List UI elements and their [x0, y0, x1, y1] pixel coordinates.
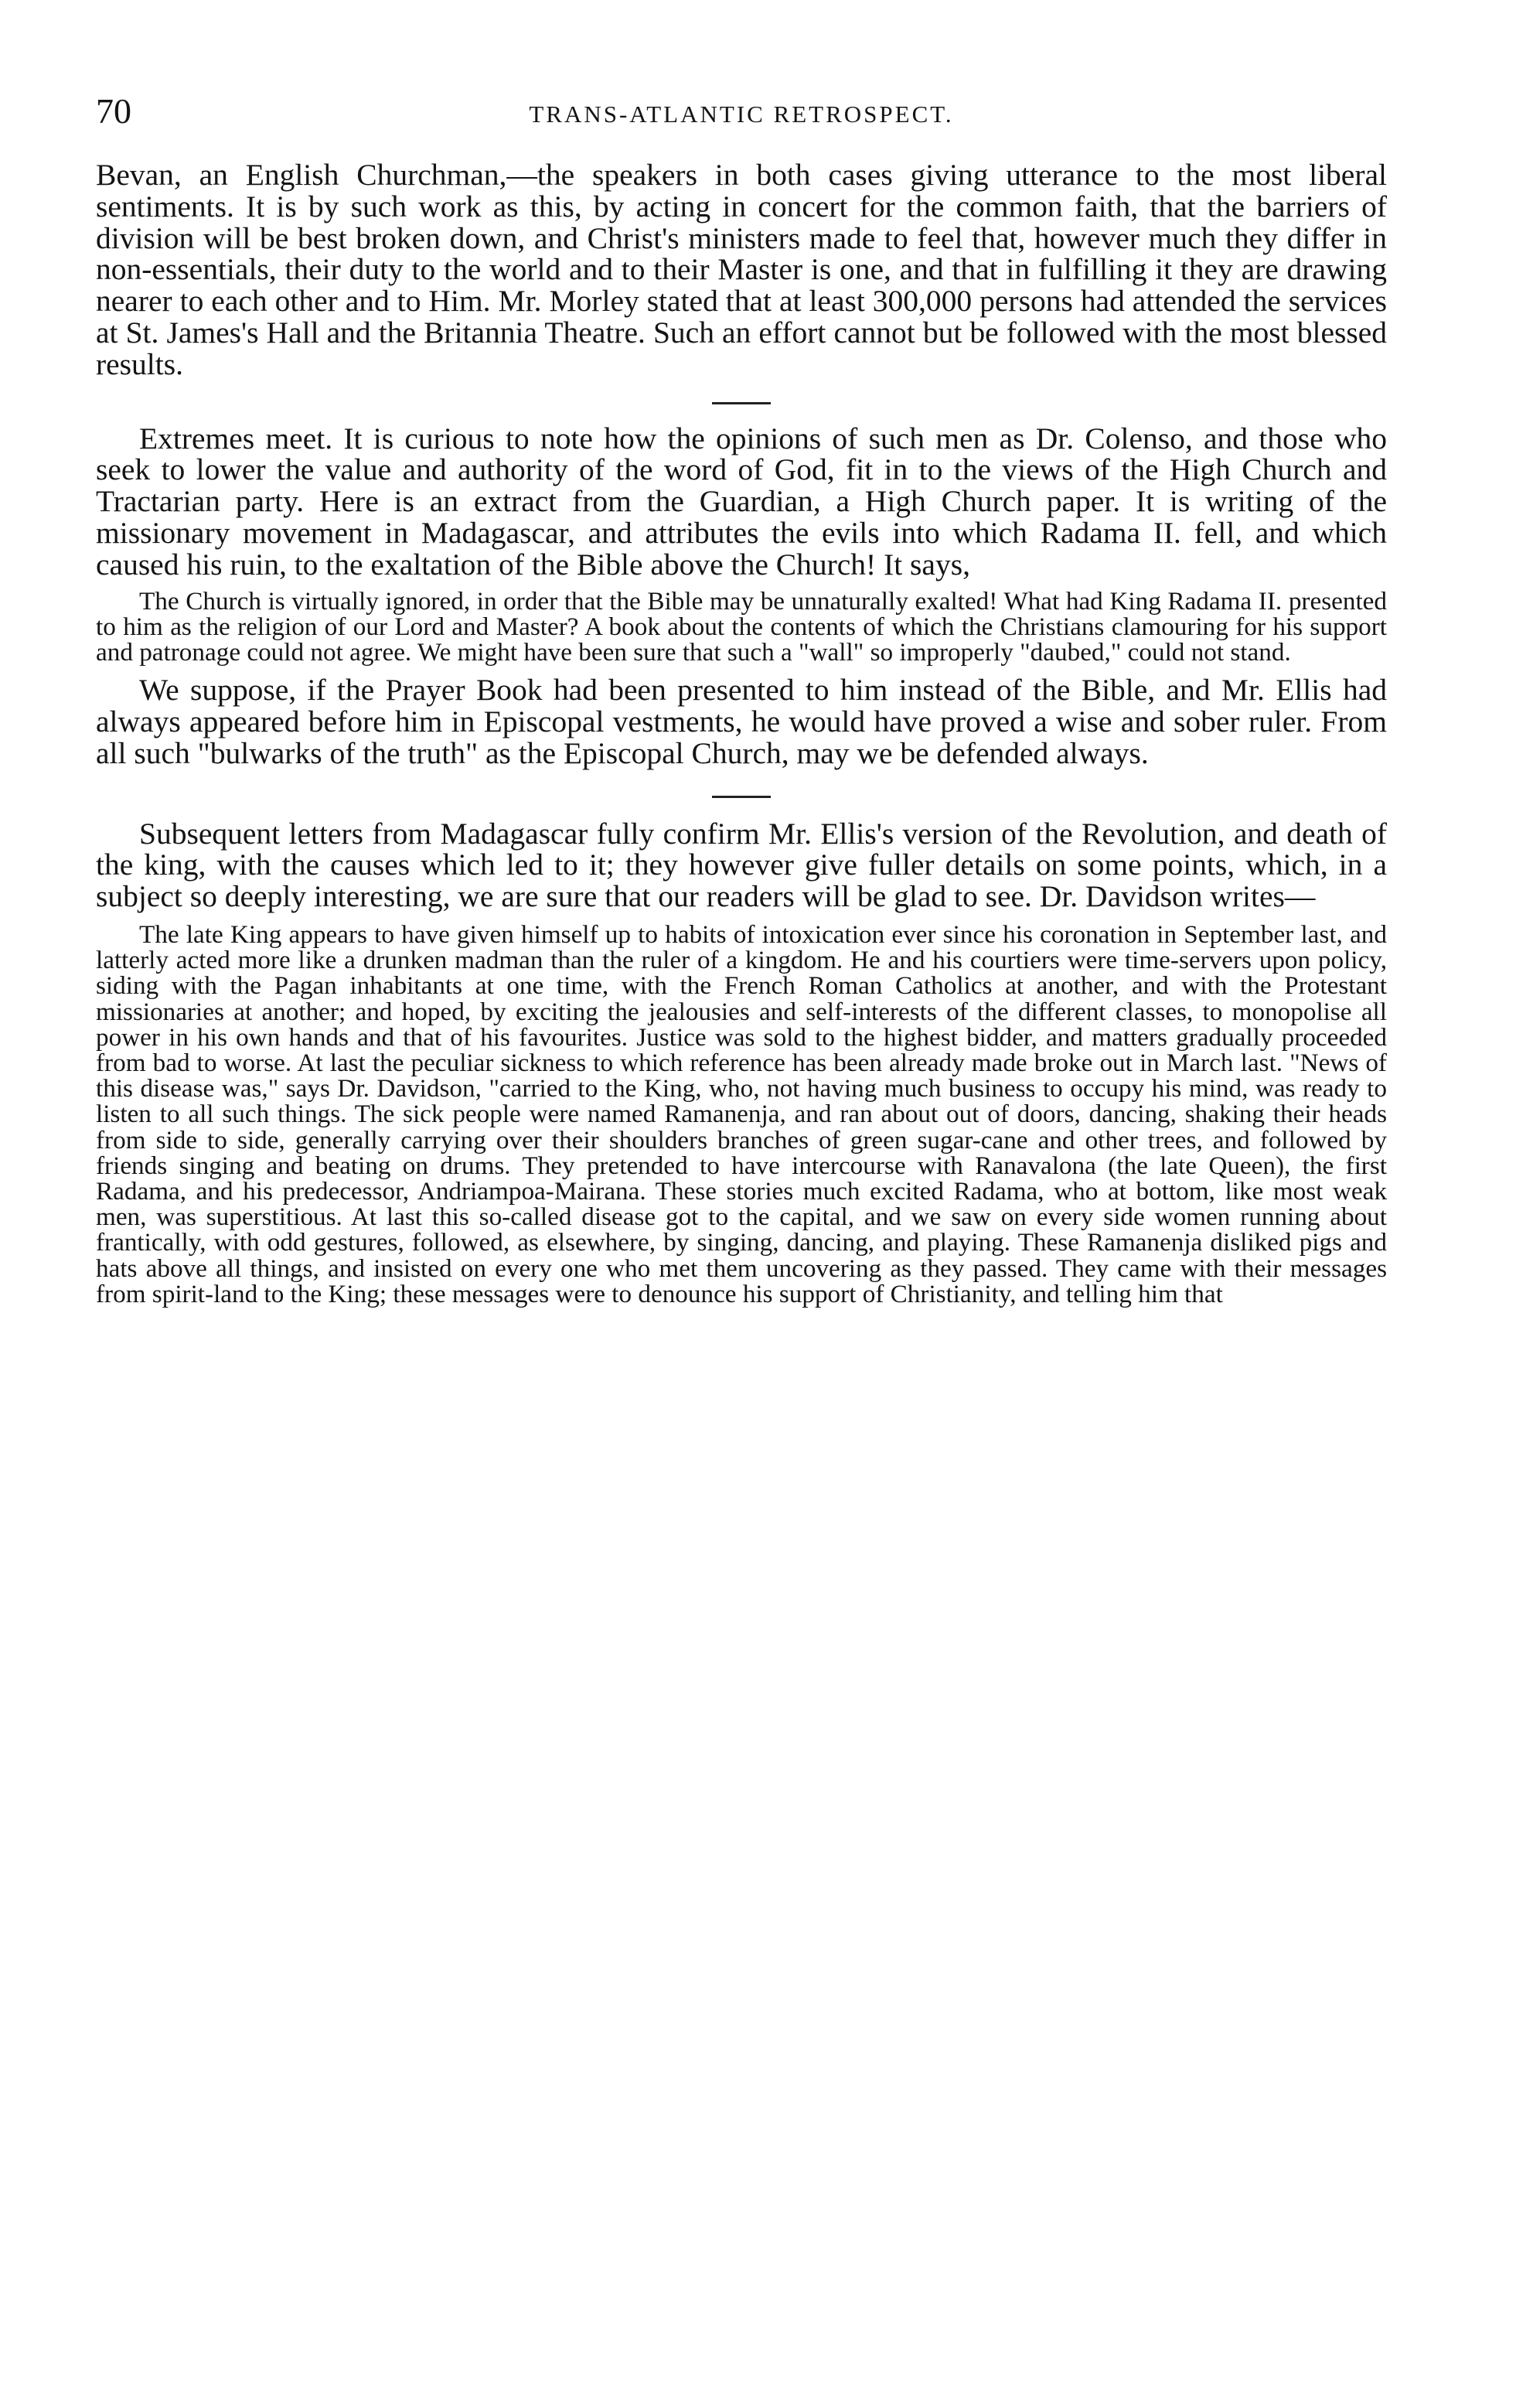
page-number: 70: [96, 91, 131, 131]
quotation-davidson: The late King appears to have given himself up to habits of intoxication ever since his coronation in September last, and latterly acted more like a drunken madman than the ruler of a kingdom. He and his courtiers were time-servers upon policy, siding with the Pagan inhabitants at one time, with the French Roman Catholics at another, and with the Protestant missionaries at another; and hoped, by exciting the jealousies and self-interests of the different classes, to monopolise all power in his own hands and that of his favourites. Justice was sold to the highest bidder, and matters gradually proceeded from bad to worse. At last the peculiar sickness to which reference has been already made broke out in March last. "News of this disease was," says Dr. Davidson, "carried to the King, who, not having much business to occupy his mind, was ready to listen to all such things. The sick people were named Ramanenja, and ran about out of doors, dancing, shaking their heads from side to side, generally carrying over their shoulders branches of green sugar-cane and other trees, and followed by friends singing and beating on drums. They pretended to have intercourse with Ranavalona (the late Queen), the first Radama, and his predecessor, Andriampoa-Mairana. These stories much excited Radama, who at bottom, like most weak men, was superstitious. At last this so-called disease got to the capital, and we saw on every side women running about frantically, with odd gestures, followed, as elsewhere, by singing, dancing, and playing. These Ramanenja disliked pigs and hats above all things, and insisted on every one who met them uncovering as they passed. They came with their messages from spirit-land to the King; these messages were to denounce his support of Christianity, and telling him that: [96, 919, 1387, 1308]
page-header: [96, 91, 1387, 138]
quotation-guardian: The Church is virtually ignored, in order that the Bible may be unnaturally exalted! What had King Radama II. presented to him as the religion of our Lord and Master? A book about the contents of which the Christians clamouring for his support and patronage could not agree. We might have been sure that such a "wall" so improperly "daubed," could not stand.: [96, 586, 1387, 667]
section-divider: [712, 402, 771, 404]
running-head: TRANS-ATLANTIC RETROSPECT.: [529, 101, 954, 128]
book-page: [96, 91, 1387, 1307]
paragraph-continued: Bevan, an English Churchman,—the speakers in both cases giving utterance to the most liberal sentiments. It is by such work as this, by acting in concert for the common faith, that the barriers of division will be best broken down, and Christ's ministers made to feel that, however much they differ in non-essentials, their duty to the world and to their Master is one, and that in fulfilling it they are drawing nearer to each other and to Him. Mr. Morley stated that at least 300,000 persons had attended the services at St. James's Hall and the Britannia Theatre. Such an effort cannot but be followed with the most blessed results.: [96, 158, 1387, 381]
paragraph-extremes-meet: Extremes meet. It is curious to note how the opinions of such men as Dr. Colenso, and those who seek to lower the value and authority of the word of God, fit in to the views of the High Church and Tractarian party. Here is an extract from the Guardian, a High Church paper. It is writing of the missionary movement in Madagascar, and attributes the evils into which Radama II. fell, and which caused his ruin, to the exaltation of the Bible above the Church! It says,: [96, 421, 1387, 582]
body-text: [96, 159, 1387, 1307]
paragraph-prayer-book: We suppose, if the Prayer Book had been presented to him instead of the Bible, and Mr. Ellis had always appeared before him in Episcopal vestments, he would have proved a wise and sober ruler. From all such "bulwarks of the truth" as the Episcopal Church, may we be defended always.: [96, 673, 1387, 770]
paragraph-subsequent-letters: Subsequent letters from Madagascar fully confirm Mr. Ellis's version of the Revolution, and death of the king, with the causes which led to it; they however give fuller details on some points, which, in a subject so deeply interesting, we are sure that our readers will be glad to see. Dr. Davidson writes—: [96, 816, 1387, 914]
section-divider: [712, 796, 771, 798]
